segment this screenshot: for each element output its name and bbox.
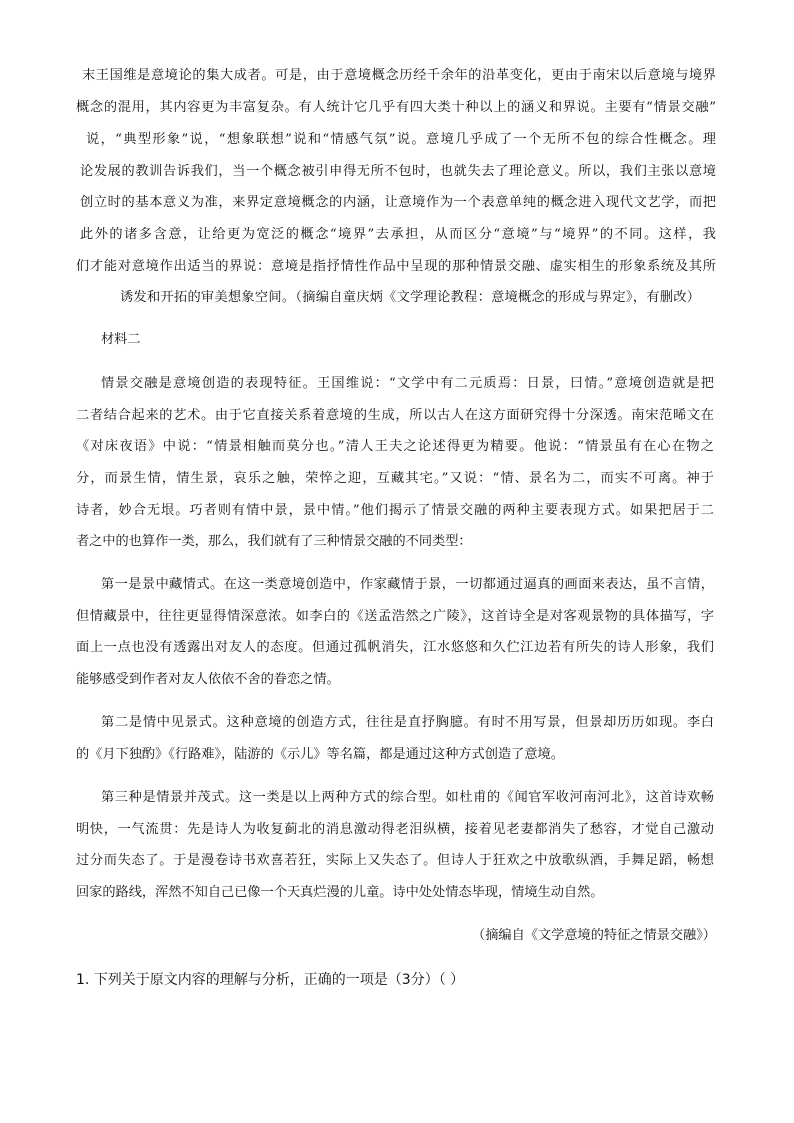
- para3-line-1: 第二是情中见景式。这种意境的创造方式，往往是直抒胸臆。有时不用写景，但景却历历如现。李白: [101, 715, 714, 730]
- para1-line-1: 情景交融是意境创造的表现特征。王国维说：“文学中有二元质焉：日景，曰情。”意境创造就是把: [101, 376, 714, 391]
- para1-line-2: 二者结合起来的艺术。由于它直接关系着意境的生成，所以古人在这方面研究得十分深透。南宋范晞文在: [76, 408, 714, 423]
- intro-line-2: 概念的混用，其内容更为丰富复杂。有人统计它几乎有四大类十种以上的涵义和界说。主要有“情景交融”: [76, 100, 716, 115]
- intro-line-5: 创立时的基本意义为准，来界定意境概念的内涵，让意境作为一个表意单纯的概念进入现代文艺学，而把: [80, 195, 716, 210]
- para1-line-6: 者之中的也算作一类，那么，我们就有了三种情景交融的不同类型：: [76, 534, 472, 549]
- para2-line-2: 但情藏景中，往往更显得情深意浓。如李白的《送孟浩然之广陵》，这首诗全是对客观景物的具体描写，字: [76, 609, 714, 624]
- para4-line-1: 第三种是情景并茂式。这一类是以上两种方式的综合型。如杜甫的《闻官军收河南河北》，这首诗欢畅: [101, 790, 714, 805]
- para2-line-4: 能够感受到作者对友人依依不舍的眷恋之情。: [76, 672, 340, 687]
- intro-line-7: 们才能对意境作出适当的界说：意境是指抒情性作品中呈现的那种情景交融、虚实相生的形象系统及其所: [76, 259, 716, 274]
- para2-line-3: 面上一点也没有透露出对友人的态度。但通过孤帆消失，江水悠悠和久伫江边若有所失的诗人形象，我们: [76, 640, 714, 655]
- intro-line-6: 此外的诸多含意，让给更为宽泛的概念“境界”去承担，从而区分“意境”与“境界”的不同。这样，我: [80, 227, 716, 242]
- intro-line-4: 论发展的教训告诉我们，当一个概念被引申得无所不包时，也就失去了理论意义。所以，我们主张以意境: [80, 164, 716, 179]
- para4-line-2: 明快，一气流贯：先是诗人为收复蓟北的消息激动得老泪纵横，接着见老妻都消失了愁容，才觉自己激动: [76, 822, 714, 837]
- para2-line-1: 第一是景中藏情式。在这一类意境创造中，作家藏情于景，一切都通过逼真的画面来表达，虽不言情，: [101, 577, 714, 592]
- para1-line-5: 诗者，妙合无垠。巧者则有情中景，景中情。”他们揭示了情景交融的两种主要表现方式。如果把居于二: [76, 503, 714, 518]
- source-citation: （摘编自《文学意境的特征之情景交融》）: [472, 928, 716, 943]
- para4-line-3: 过分而失态了。于是漫卷诗书欢喜若狂，实际上又失态了。但诗人于狂欢之中放歌纵酒，手舞足蹈，畅想: [76, 853, 714, 868]
- intro-line-8-source: 诱发和开拓的审美想象空间。（摘编自童庆炳《文学理论教程：意境概念的形成与界定》，有删改）: [120, 290, 700, 305]
- question-1: 1. 下列关于原文内容的理解与分析，正确的一项是（3分）（ ）: [76, 972, 465, 988]
- para1-line-4: 分，而景生情，情生景，哀乐之触，荣悴之迎，互藏其宅。”又说：“情、景名为二，而实不可离。神于: [76, 471, 714, 486]
- para4-line-4: 回家的路线，浑然不知自己已像一个天真烂漫的儿童。诗中处处情态毕现，情境生动自然。: [76, 885, 604, 900]
- para3-line-2: 的《月下独酌》《行路难》，陆游的《示儿》等名篇，都是通过这种方式创造了意境。: [76, 747, 564, 762]
- para1-line-3: 《对床夜语》中说：“情景相触而莫分也。”清人王夫之论述得更为精要。他说：“情景虽有在心在物之: [76, 439, 714, 454]
- intro-line-3: 说，“典型形象”说，“想象联想”说和“情感气氛”说。意境几乎成了一个无所不包的综合性概念。理: [86, 132, 716, 147]
- intro-line-1: 末王国维是意境论的集大成者。可是，由于意境概念历经千余年的沿革变化，更由于南宋以后意境与境界: [82, 68, 716, 83]
- section-heading: 材料二: [101, 332, 141, 347]
